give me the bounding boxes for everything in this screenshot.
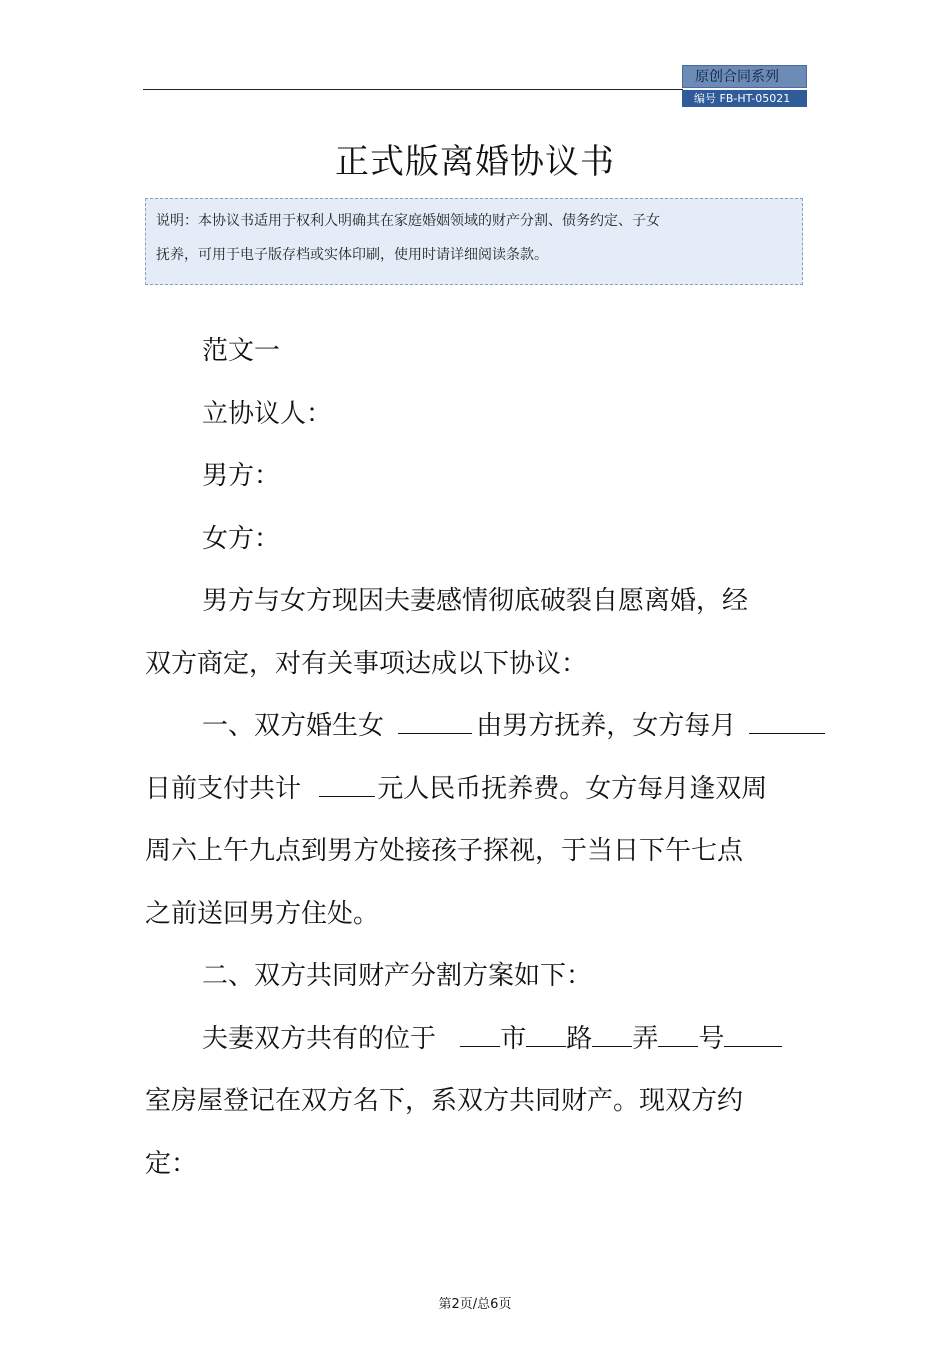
address-unit: 路 bbox=[566, 1024, 593, 1054]
paragraph-line: 之前送回男方住处。 bbox=[145, 899, 380, 929]
fill-blank[interactable] bbox=[724, 1024, 782, 1047]
paragraph-line: 男方与女方现因夫妻感情彻底破裂自愿离婚，经 bbox=[202, 586, 749, 616]
female-party-label: 女方： bbox=[202, 524, 281, 554]
clause-text: 日前支付共计 bbox=[145, 774, 302, 804]
clause-text: 夫妻双方共有的位于 bbox=[202, 1024, 437, 1054]
address-unit: 号 bbox=[698, 1024, 725, 1054]
clause-two-heading: 二、双方共同财产分割方案如下： bbox=[202, 961, 593, 991]
header-rule bbox=[143, 89, 683, 90]
address-unit: 市 bbox=[500, 1024, 527, 1054]
description-line-1: 说明：本协议书适用于权利人明确其在家庭婚姻领域的财产分割、债务约定、子女 bbox=[156, 213, 660, 229]
clause-text: 元人民币抚养费。女方每月逢双周 bbox=[377, 774, 768, 804]
series-label: 原创合同系列 bbox=[682, 65, 807, 88]
section-heading: 范文一 bbox=[202, 336, 281, 366]
description-line-2: 抚养，可用于电子版存档或实体印刷，使用时请详细阅读条款。 bbox=[156, 247, 548, 263]
paragraph-line: 定： bbox=[145, 1149, 198, 1179]
paragraph-line: 室房屋登记在双方名下，系双方共同财产。现双方约 bbox=[145, 1086, 744, 1116]
fill-blank[interactable] bbox=[526, 1024, 566, 1047]
paragraph-line: 双方商定，对有关事项达成以下协议： bbox=[145, 649, 588, 679]
series-badge bbox=[682, 65, 807, 107]
male-party-label: 男方： bbox=[202, 461, 281, 491]
parties-label: 立协议人： bbox=[202, 399, 333, 429]
clause-one-line bbox=[202, 705, 825, 742]
document-code: 编号 FB-HT-05021 bbox=[682, 90, 807, 107]
paragraph-line bbox=[145, 768, 767, 805]
fill-blank[interactable] bbox=[592, 1024, 632, 1047]
fill-blank[interactable] bbox=[749, 711, 825, 734]
fill-blank[interactable] bbox=[319, 774, 375, 797]
fill-blank[interactable] bbox=[398, 711, 472, 734]
document-title: 正式版离婚协议书 bbox=[335, 142, 615, 182]
fill-blank[interactable] bbox=[460, 1024, 500, 1047]
fill-blank[interactable] bbox=[658, 1024, 698, 1047]
paragraph-line: 周六上午九点到男方处接孩子探视，于当日下午七点 bbox=[145, 836, 744, 866]
address-unit: 弄 bbox=[632, 1024, 659, 1054]
page-number: 第2页/总6页 bbox=[438, 1297, 512, 1312]
clause-text: 一、双方婚生女 bbox=[202, 711, 385, 741]
address-line bbox=[202, 1018, 782, 1055]
description-box bbox=[145, 198, 803, 285]
clause-text: 由男方抚养，女方每月 bbox=[476, 711, 737, 741]
